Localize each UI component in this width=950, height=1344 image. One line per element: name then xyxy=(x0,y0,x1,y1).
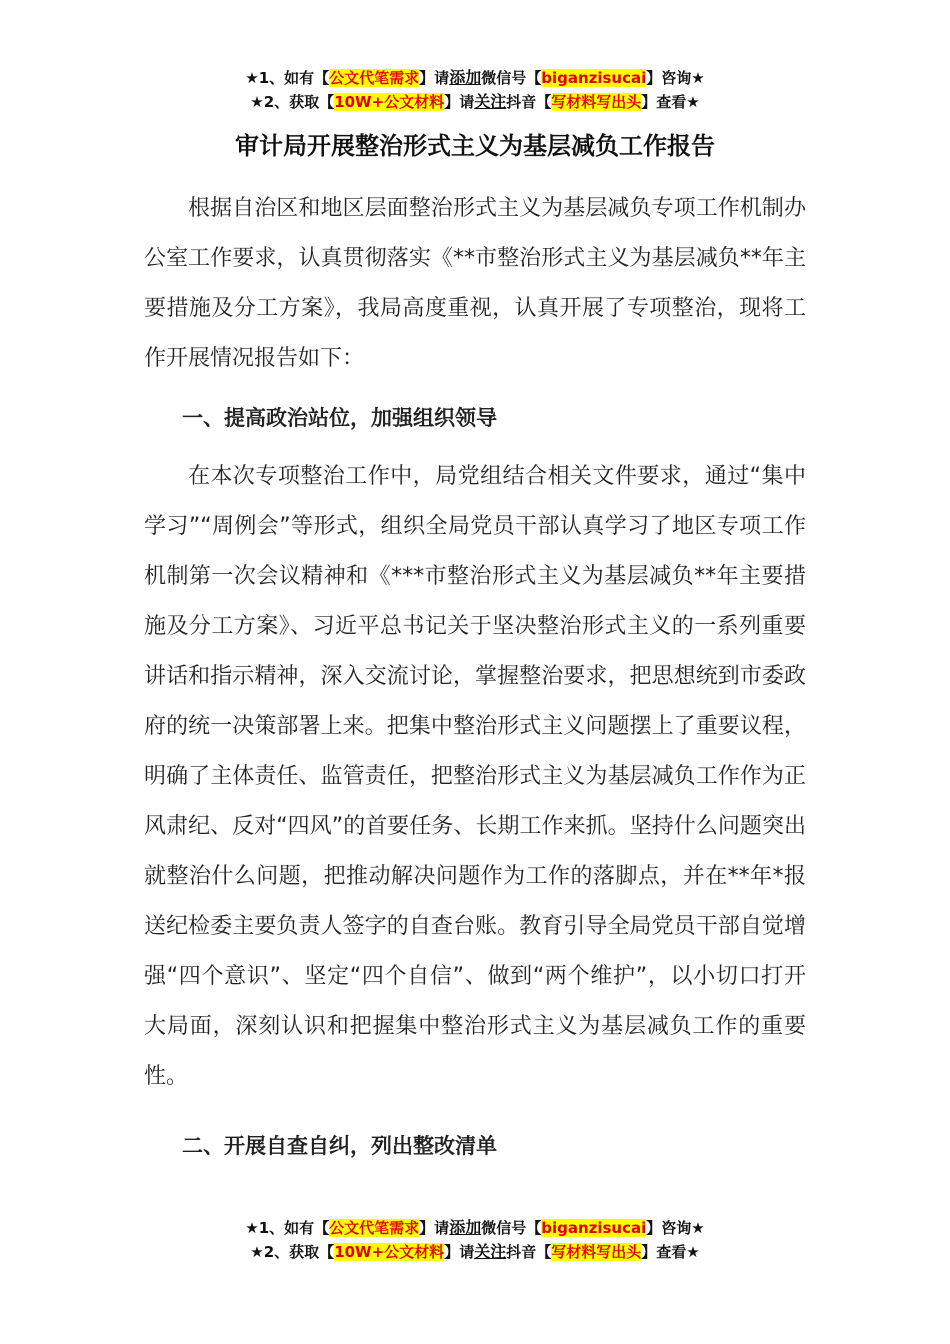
promo-banner-bottom xyxy=(0,1216,950,1264)
intro-paragraph: 根据自治区和地区层面整治形式主义为基层减负专项工作机制办公室工作要求，认真贯彻落实《**市整治形式主义为基层减负**年主要措施及分工方案》，我局高度重视，认真开展了专项整治，现将工作开展情况报告如下： xyxy=(144,196,806,371)
promo-text: 】请 xyxy=(444,93,475,111)
promo-emphasis: 关注 xyxy=(474,92,507,111)
promo-line-1 xyxy=(0,1216,950,1240)
promo-text: ★1、如有【 xyxy=(245,69,330,87)
promo-highlight: 公文代笔需求 xyxy=(329,1219,420,1237)
promo-highlight: 公文代笔需求 xyxy=(329,69,420,87)
section-heading-2: 二、开展自查自纠，列出整改清单 xyxy=(182,1134,497,1158)
promo-text: ★2、获取【 xyxy=(250,1243,335,1261)
promo-text: 】咨询★ xyxy=(646,1219,705,1237)
promo-text: 】咨询★ xyxy=(646,69,705,87)
promo-text: ★1、如有【 xyxy=(245,1219,330,1237)
document-title: 审计局开展整治形式主义为基层减负工作报告 xyxy=(235,132,715,160)
promo-line-1 xyxy=(0,66,950,90)
promo-text: 】请 xyxy=(419,69,450,87)
promo-text: 】查看★ xyxy=(641,1243,700,1261)
promo-banner-top xyxy=(0,66,950,114)
promo-text: 】请 xyxy=(444,1243,475,1261)
promo-text: 微信号【 xyxy=(481,69,542,87)
promo-emphasis: 关注 xyxy=(474,1242,507,1261)
section-heading-1: 一、提高政治站位，加强组织领导 xyxy=(182,406,497,430)
section-1-paragraph: 在本次专项整治工作中，局党组结合相关文件要求，通过“集中学习”“周例会”等形式，组织全局党员干部认真学习了地区专项工作机制第一次会议精神和《***市整治形式主义为基层减负**年主要措施及分工方案》、习近平总书记关于坚决整治形式主义的一系列重要讲话和指示精神，深入交流讨论，掌握整治要求，把思想统到市委政府的统一决策部署上来。把集中整治形式主义问题摆上了重要议程，明确了主体责任、监管责任，把整治形式主义为基层减负工作作为正风肃纪、反对“四风”的首要任务、长期工作来抓。坚持什么问题突出就整治什么问题，把推动解决问题作为工作的落脚点，并在**年*报送纪检委主要负责人签字的自查台账。教育引导全局党员干部自觉增强“四个意识”、坚定“四个自信”、做到“两个维护”，以小切口打开大局面，深刻认识和把握集中整治形式主义为基层减负工作的重要性。 xyxy=(144,464,806,1089)
promo-highlight: 写材料写出头 xyxy=(551,1243,642,1261)
document-body xyxy=(144,184,806,1166)
promo-line-2 xyxy=(0,90,950,114)
promo-text: 抖音【 xyxy=(506,1243,552,1261)
promo-highlight: 10W+公文材料 xyxy=(334,93,445,111)
promo-highlight: 10W+公文材料 xyxy=(334,1243,445,1261)
promo-highlight: 写材料写出头 xyxy=(551,93,642,111)
promo-text: 抖音【 xyxy=(506,93,552,111)
promo-highlight: biganzisucai xyxy=(541,69,647,87)
promo-text: 微信号【 xyxy=(481,1219,542,1237)
promo-emphasis: 添加 xyxy=(449,68,482,87)
promo-line-2 xyxy=(0,1240,950,1264)
promo-text: 】请 xyxy=(419,1219,450,1237)
promo-highlight: biganzisucai xyxy=(541,1219,647,1237)
promo-text: 】查看★ xyxy=(641,93,700,111)
promo-emphasis: 添加 xyxy=(449,1218,482,1237)
promo-text: ★2、获取【 xyxy=(250,93,335,111)
